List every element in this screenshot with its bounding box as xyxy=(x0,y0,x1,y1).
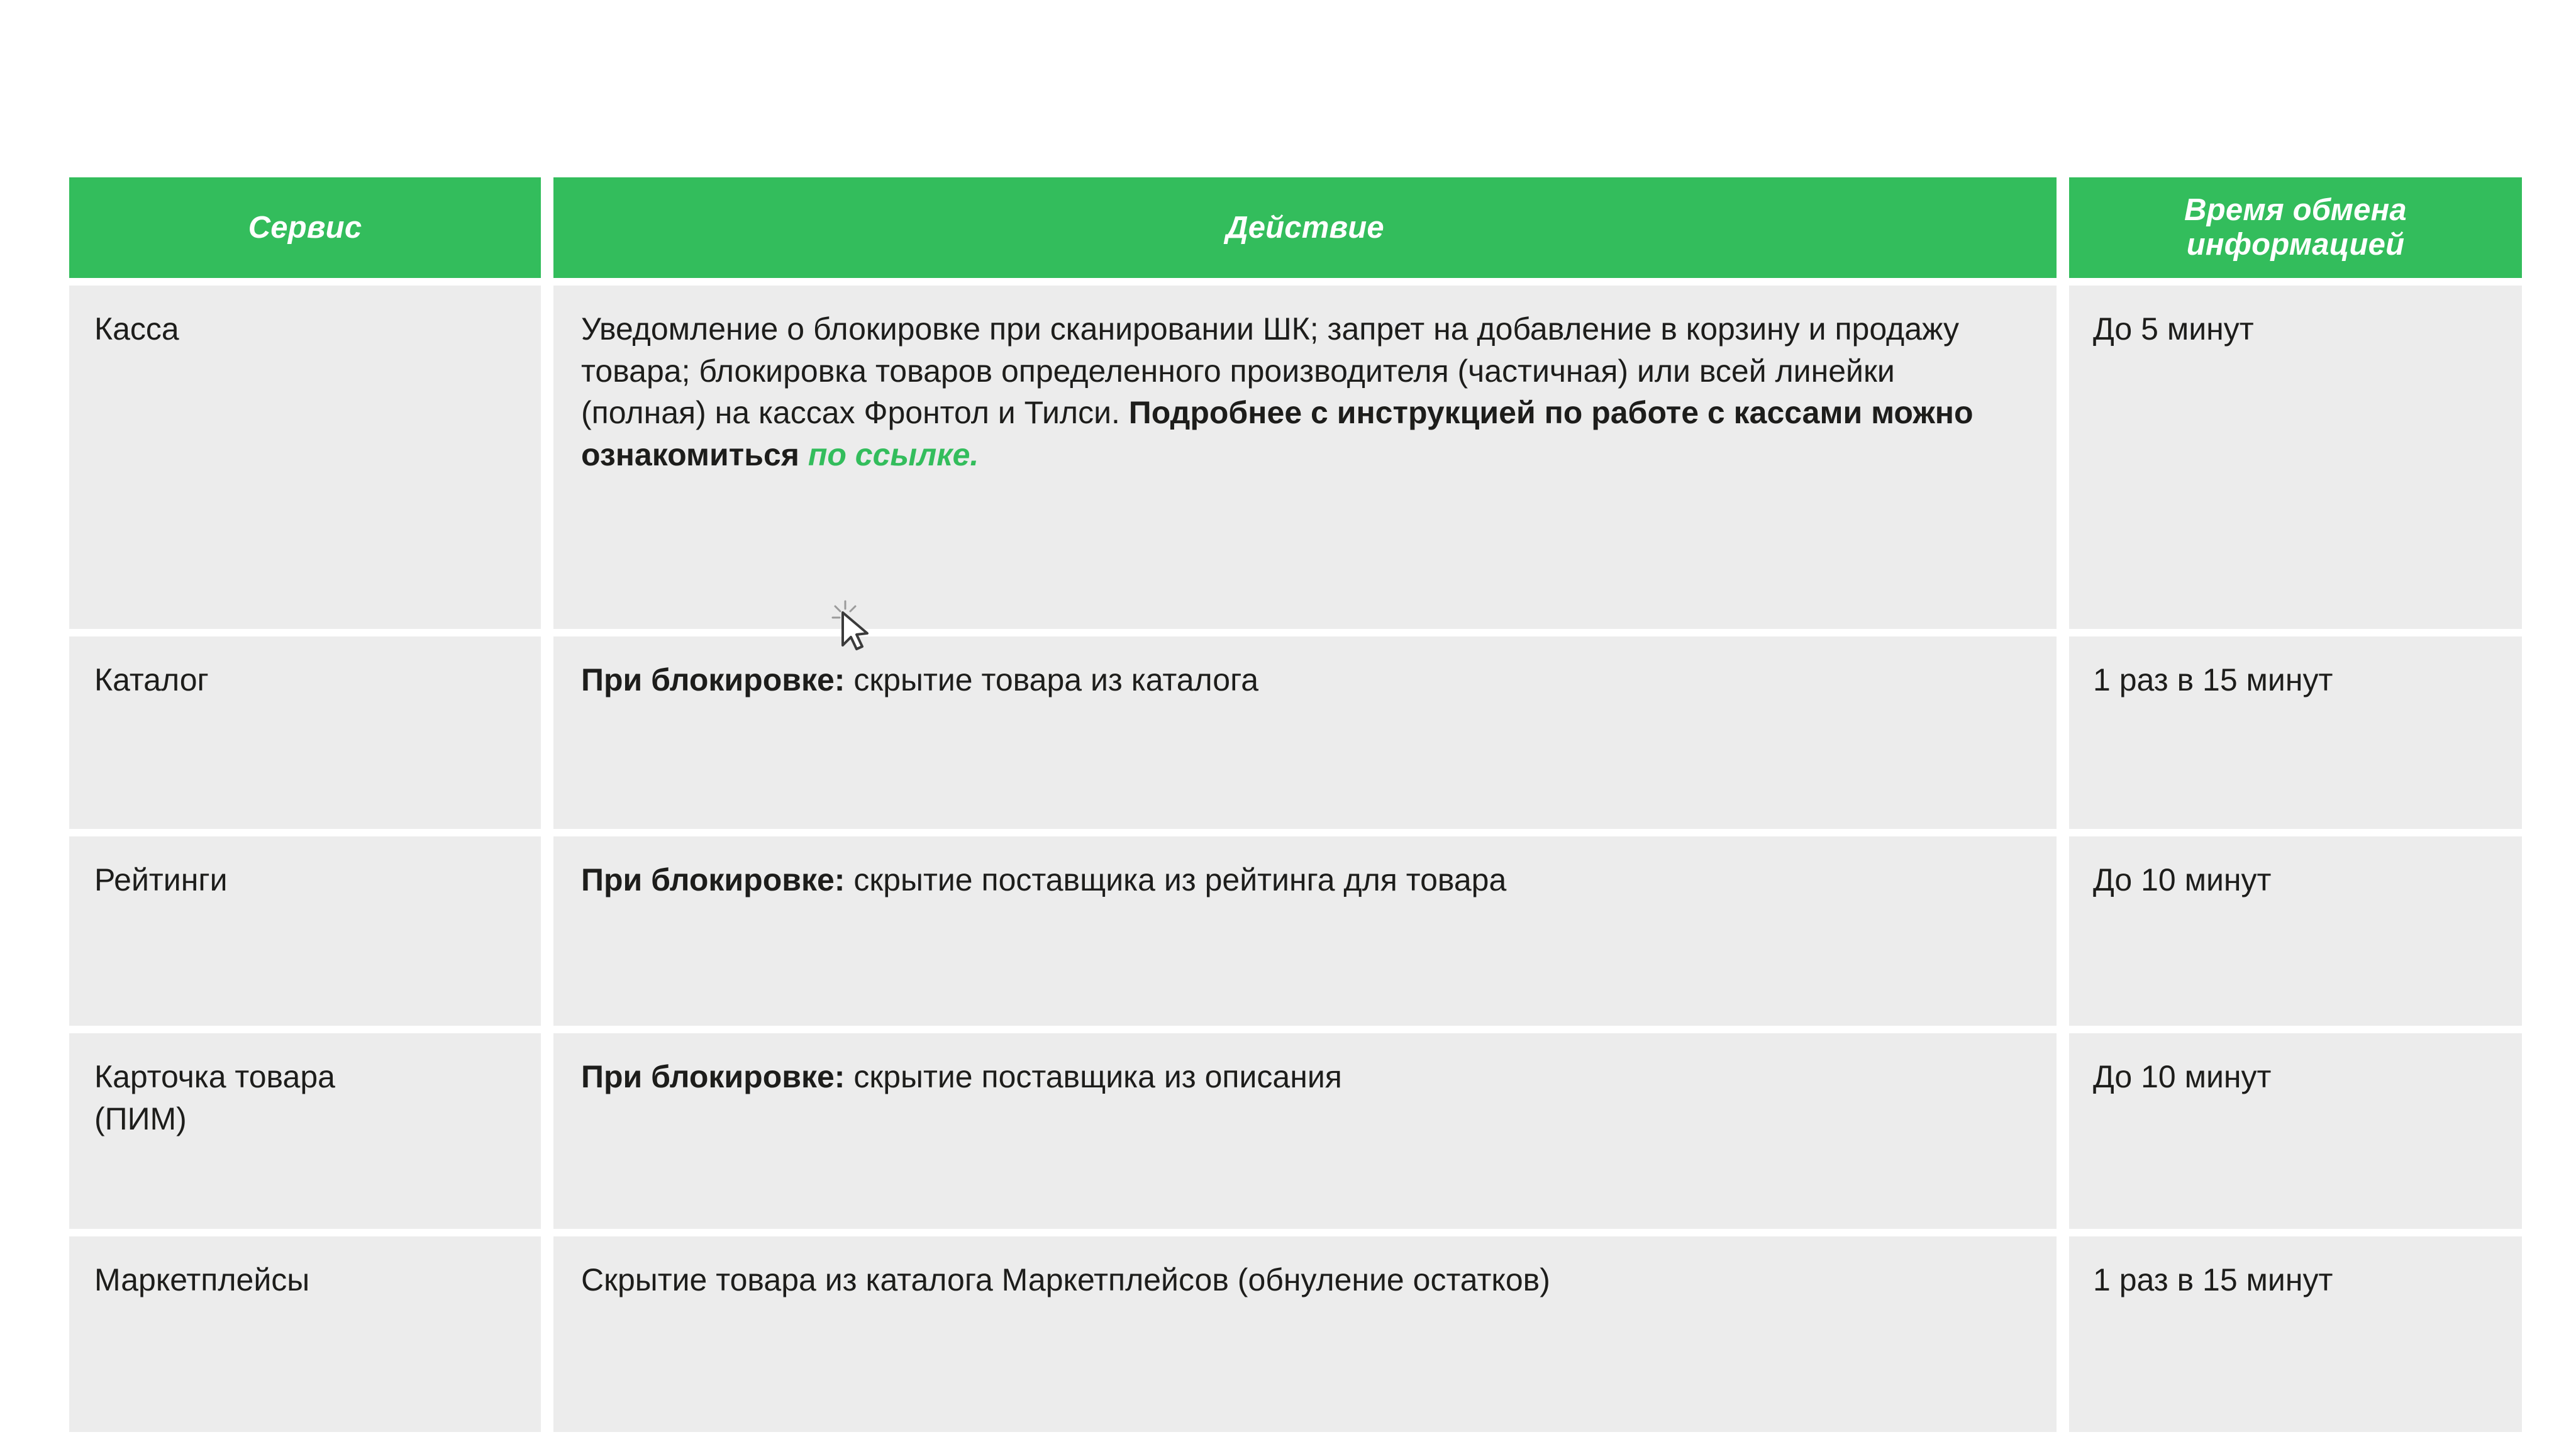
row-spacer xyxy=(2057,286,2069,629)
row-spacer xyxy=(541,1033,553,1229)
row-spacer xyxy=(541,636,553,829)
table-header xyxy=(69,177,2522,278)
cell-time: До 5 минут xyxy=(2069,286,2522,629)
cell-time: 1 раз в 15 минут xyxy=(2069,636,2522,829)
cell-action xyxy=(553,1033,2057,1229)
action-text-plain: скрытие поставщика из описания xyxy=(845,1059,1342,1094)
cell-service xyxy=(69,1033,541,1229)
column-header-time-line2: информацией xyxy=(2186,228,2405,262)
cell-action: Скрытие товара из каталога Маркетплейсов (обнуление остатков) xyxy=(553,1236,2057,1432)
table-body xyxy=(69,286,2522,1432)
action-text-plain: скрытие поставщика из рейтинга для товара xyxy=(845,862,1507,897)
table-row xyxy=(69,836,2522,1026)
column-header-time-line1: Время обмена xyxy=(2184,193,2407,228)
column-header-service: Сервис xyxy=(69,177,541,278)
header-spacer xyxy=(541,177,553,278)
action-text-plain: скрытие товара из каталога xyxy=(845,662,1259,697)
action-text-bold: При блокировке: xyxy=(581,862,845,897)
table-row xyxy=(69,1236,2522,1432)
row-spacer xyxy=(541,286,553,629)
row-spacer xyxy=(2057,1033,2069,1229)
cell-time: 1 раз в 15 минут xyxy=(2069,1236,2522,1432)
table-row xyxy=(69,636,2522,829)
table-row xyxy=(69,286,2522,629)
row-spacer xyxy=(2057,836,2069,1026)
row-spacer xyxy=(541,1236,553,1432)
cell-service: Маркетплейсы xyxy=(69,1236,541,1432)
cell-service-line1: Карточка товара xyxy=(94,1059,335,1094)
action-text-plain: Уведомление о блокировке при сканировании ШК; запрет на добавление в корзину и продажу товара; блокировка товаров определенного производителя (частичная) или всей линейки (полная) на кассах Фронтол и Тилси. xyxy=(581,311,1960,430)
cell-service-line2: (ПИМ) xyxy=(94,1101,187,1136)
cell-action xyxy=(553,286,2057,629)
header-spacer xyxy=(2057,177,2069,278)
column-header-action: Действие xyxy=(553,177,2057,278)
cell-time: До 10 минут xyxy=(2069,836,2522,1026)
row-spacer xyxy=(2057,636,2069,829)
cell-service: Рейтинги xyxy=(69,836,541,1026)
cell-service: Каталог xyxy=(69,636,541,829)
row-spacer xyxy=(2057,1236,2069,1432)
column-header-time xyxy=(2069,177,2522,278)
instruction-link[interactable]: по ссылке. xyxy=(808,436,979,472)
row-spacer xyxy=(541,836,553,1026)
cell-time: До 10 минут xyxy=(2069,1033,2522,1229)
cell-action xyxy=(553,836,2057,1026)
cell-action xyxy=(553,636,2057,829)
table-row xyxy=(69,1033,2522,1229)
table-header-row xyxy=(69,177,2522,278)
cell-service: Касса xyxy=(69,286,541,629)
action-text-bold: При блокировке: xyxy=(581,662,845,697)
action-text-bold: Подробнее с инструкцией по работе с кассами можно ознакомиться xyxy=(581,395,1974,472)
service-action-table xyxy=(69,170,2522,1440)
action-text-bold: При блокировке: xyxy=(581,1059,845,1094)
